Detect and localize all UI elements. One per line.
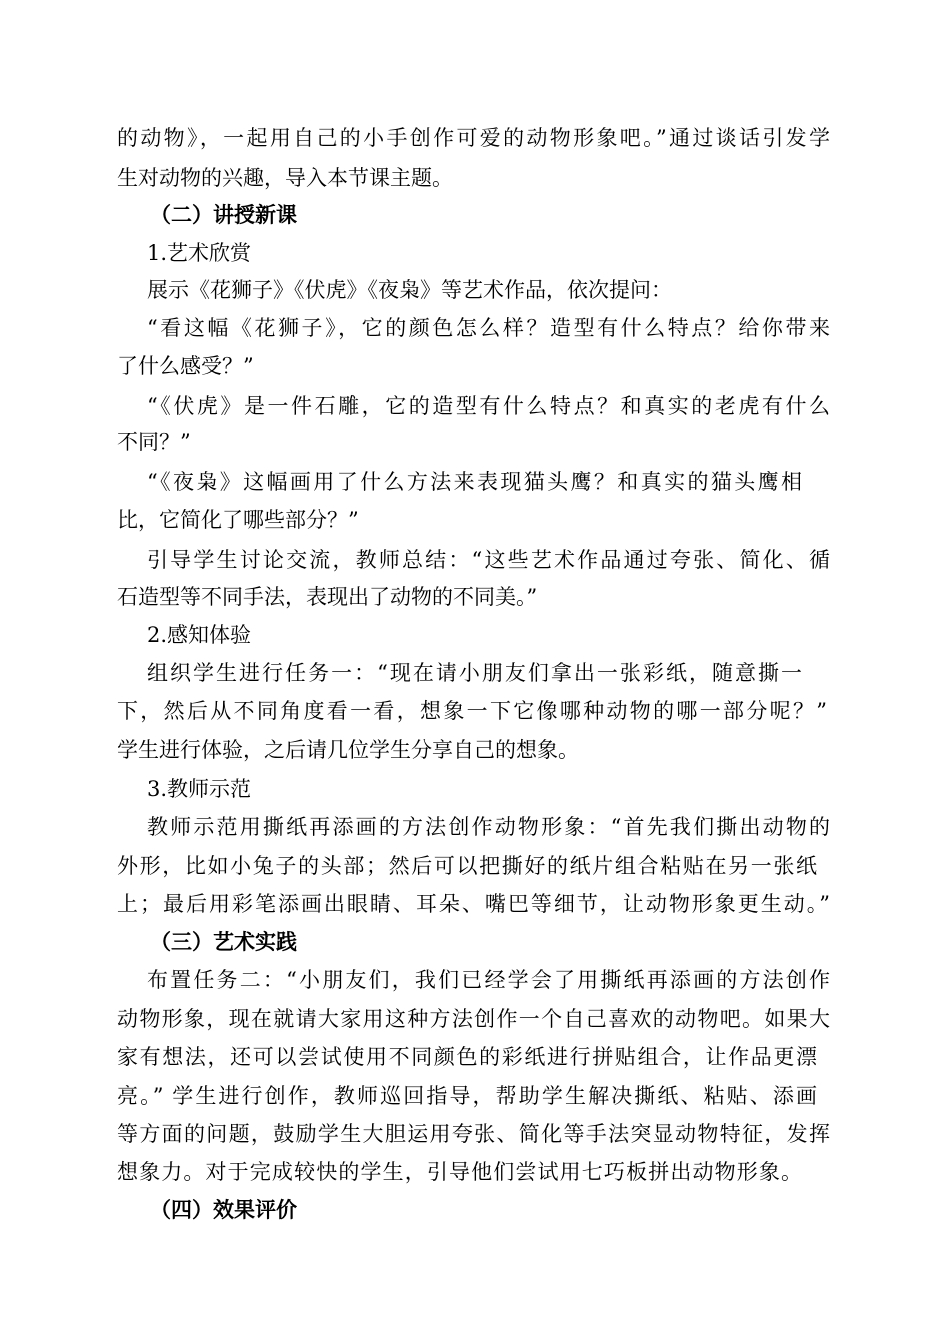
paragraph-line: 生对动物的兴趣，导入本节课主题。 [117, 166, 453, 190]
paragraph-line: 石造型等不同手法，表现出了动物的不同美。” [117, 585, 538, 609]
paragraph-line: 展示《花狮子》《伏虎》《夜枭》等艺术作品，依次提问： [147, 278, 672, 302]
paragraph-line: 布置任务二：“小朋友们，我们已经学会了用撕纸再添画的方法创作 [147, 968, 830, 992]
paragraph-line: 组织学生进行任务一：“现在请小朋友们拿出一张彩纸，随意撕一 [147, 661, 802, 685]
section-heading: （四）效果评价 [150, 1198, 297, 1222]
paragraph-line: “《夜枭》这幅画用了什么方法来表现猫头鹰？和真实的猫头鹰相 [147, 470, 802, 494]
paragraph-line: 下，然后从不同角度看一看，想象一下它像哪种动物的哪一部分呢？” [117, 699, 827, 723]
paragraph-line: 外形，比如小兔子的头部；然后可以把撕好的纸片组合粘贴在另一张纸 [117, 854, 817, 878]
paragraph-line: 了什么感受？” [117, 354, 254, 378]
paragraph-line: 不同？” [117, 430, 191, 454]
paragraph-line: “《伏虎》是一件石雕，它的造型有什么特点？和真实的老虎有什么 [147, 394, 830, 418]
paragraph-line: 比，它简化了哪些部分？” [117, 508, 359, 532]
subsection-heading: 2.感知体验 [147, 623, 252, 647]
subsection-heading: 1.艺术欣赏 [147, 241, 252, 265]
paragraph-line: 想象力。对于完成较快的学生，引导他们尝试用七巧板拼出动物形象。 [117, 1160, 802, 1184]
section-heading: （二）讲授新课 [150, 203, 297, 227]
paragraph-line: 引导学生讨论交流，教师总结：“这些艺术作品通过夸张、简化、循 [147, 548, 830, 572]
section-heading: （三）艺术实践 [150, 930, 297, 954]
paragraph-line: 动物形象，现在就请大家用这种方法创作一个自己喜欢的动物吧。如果大 [117, 1007, 830, 1031]
paragraph-line: 家有想法，还可以尝试使用不同颜色的彩纸进行拼贴组合，让作品更漂 [117, 1045, 817, 1069]
paragraph-line: 学生进行体验，之后请几位学生分享自己的想象。 [117, 738, 579, 762]
paragraph-line: 教师示范用撕纸再添画的方法创作动物形象：“首先我们撕出动物的 [147, 815, 830, 839]
paragraph-line: 等方面的问题，鼓励学生大胆运用夸张、简化等手法突显动物特征，发挥 [117, 1122, 830, 1146]
subsection-heading: 3.教师示范 [147, 777, 252, 801]
paragraph-line: 的动物》，一起用自己的小手创作可爱的动物形象吧。”通过谈话引发学 [117, 126, 830, 150]
paragraph-line: 亮。” 学生进行创作，教师巡回指导，帮助学生解决撕纸、粘贴、添画 [117, 1084, 817, 1108]
paragraph-line: 上；最后用彩笔添画出眼睛、耳朵、嘴巴等细节，让动物形象更生动。” [117, 892, 830, 916]
paragraph-line: “看这幅《花狮子》，它的颜色怎么样？造型有什么特点？给你带来 [147, 316, 830, 340]
